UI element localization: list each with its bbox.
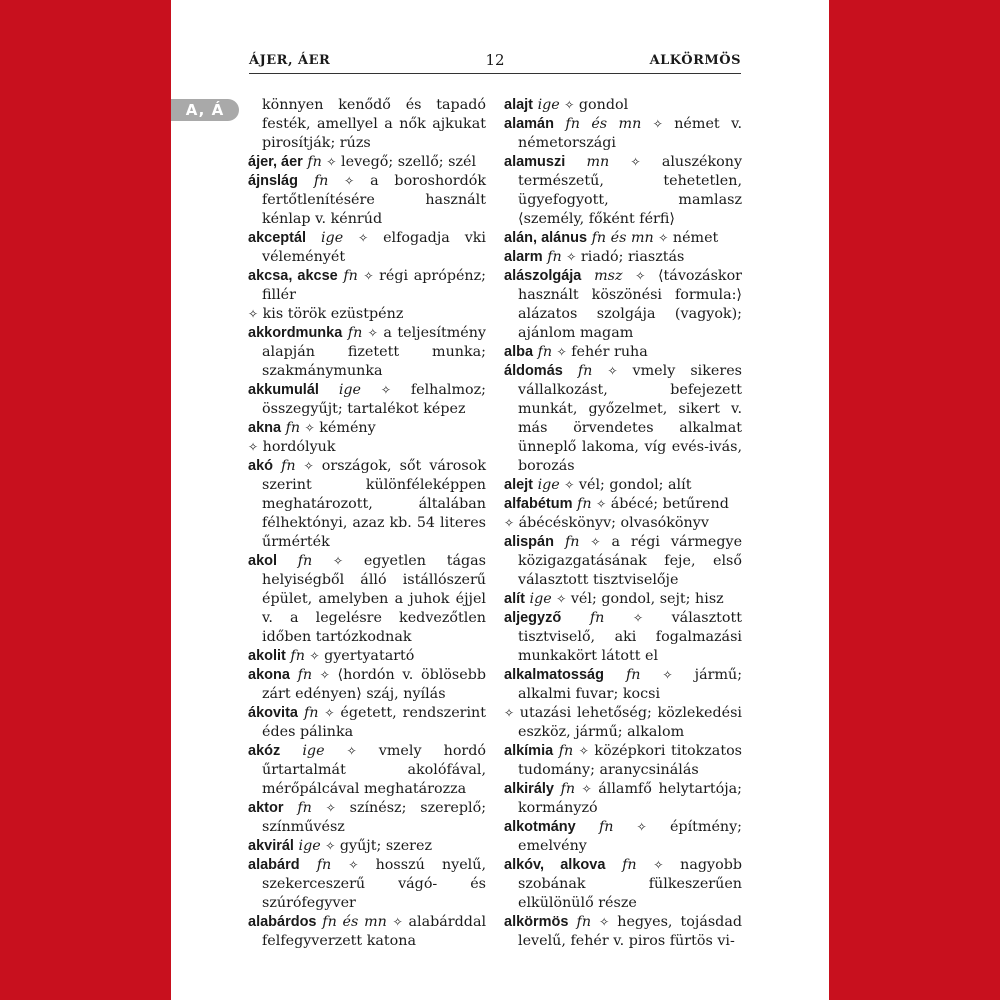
dictionary-entry <box>248 153 486 172</box>
sense-diamond-icon: ✧ <box>632 611 643 625</box>
sub-sense <box>248 438 486 457</box>
dictionary-entry <box>504 533 742 590</box>
headword: akkumulál <box>248 382 319 398</box>
definition: felhalmoz; összegyűjt; tartalékot képez <box>262 382 486 417</box>
definition: gyertyatartó <box>324 648 415 664</box>
sense-diamond-icon: ✧ <box>319 668 330 682</box>
definition: egyetlen tágas helyiségből álló istállószerű épület, amelyben a juhok éjjel v. a legelésre kedvezőtlen időben tartózkodnak <box>262 553 486 645</box>
dictionary-page <box>171 0 829 1000</box>
grammar-label: fn és mn <box>322 914 387 930</box>
header-rule <box>249 73 741 74</box>
dictionary-entry <box>504 495 742 514</box>
definition: ⟨hordón v. öblösebb zárt edényen⟩ száj, nyílás <box>262 667 486 702</box>
headword: aktor <box>248 800 284 816</box>
grammar-label: fn <box>576 914 592 930</box>
headword: alkalmatosság <box>504 667 604 683</box>
sense-diamond-icon: ✧ <box>304 421 315 435</box>
dictionary-entry <box>504 248 742 267</box>
dictionary-entry <box>504 362 742 476</box>
dictionary-entry <box>504 267 742 343</box>
sense-diamond-icon: ✧ <box>662 668 673 682</box>
sense-diamond-icon: ✧ <box>653 858 664 872</box>
entry-continuation <box>248 96 486 153</box>
headword: alkotmány <box>504 819 576 835</box>
dictionary-entry <box>504 818 742 856</box>
sense-diamond-icon: ✧ <box>348 858 359 872</box>
dictionary-entry <box>504 780 742 818</box>
headword: akkordmunka <box>248 325 343 341</box>
dictionary-entry <box>248 837 486 856</box>
headword: alászolgája <box>504 268 582 284</box>
headword: ákovita <box>248 705 298 721</box>
sense-diamond-icon: ✧ <box>581 782 592 796</box>
grammar-label: fn <box>347 325 363 341</box>
headword: alkóv, alkova <box>504 857 606 873</box>
headword: alamuszi <box>504 154 566 170</box>
grammar-label: ige <box>298 838 321 854</box>
sub-sense <box>504 514 742 533</box>
sense-diamond-icon: ✧ <box>564 98 575 112</box>
sense-diamond-icon: ✧ <box>556 592 567 606</box>
dictionary-entry <box>504 96 742 115</box>
dictionary-entry <box>248 267 486 305</box>
definition: országok, sőt városok szerint különféleképpen meghatározott, általában félhektónyi, azaz kb. 54 literes űrmérték <box>262 458 487 550</box>
definition: a régi vármegye közigazgatásának feje, első választott tisztviselője <box>518 534 743 588</box>
sense-diamond-icon: ✧ <box>636 820 647 834</box>
sense-diamond-icon: ✧ <box>564 478 575 492</box>
sense-diamond-icon: ✧ <box>346 744 357 758</box>
dictionary-entry <box>504 913 742 951</box>
sense-diamond-icon: ✧ <box>652 117 663 131</box>
grammar-label: fn és mn <box>591 230 654 246</box>
grammar-label: fn <box>547 249 562 265</box>
headword: akol <box>248 553 278 569</box>
headword: akna <box>248 420 282 436</box>
sense-diamond-icon: ✧ <box>363 269 374 283</box>
definition: jármű; alkalmi fuvar; kocsi <box>518 667 743 702</box>
headword: akóz <box>248 743 281 759</box>
sense-diamond-icon: ✧ <box>326 155 337 169</box>
dictionary-entry <box>504 666 742 704</box>
grammar-label: fn <box>577 496 592 512</box>
sense-diamond-icon: ✧ <box>380 383 391 397</box>
definition: ábécé; betűrend <box>610 496 729 512</box>
headword: alán, alánus <box>504 230 588 246</box>
dictionary-entry <box>504 229 742 248</box>
dictionary-entry <box>248 552 486 647</box>
grammar-label: fn <box>589 610 605 626</box>
headword: akvirál <box>248 838 294 854</box>
headword: ájnslág <box>248 173 298 189</box>
headword: alabárdos <box>248 914 317 930</box>
dictionary-entry <box>248 419 486 438</box>
dictionary-entry <box>248 742 486 799</box>
dictionary-entry <box>248 172 486 229</box>
sense-diamond-icon: ✧ <box>324 706 335 720</box>
dictionary-entry <box>504 609 742 666</box>
definition: nagyobb szobának fülkeszerűen elkülönülő része <box>518 857 743 911</box>
sense-diamond-icon: ✧ <box>392 915 403 929</box>
grammar-label: fn <box>297 667 313 683</box>
grammar-label: fn <box>558 743 574 759</box>
running-head <box>249 53 741 71</box>
headword: alkirály <box>504 781 554 797</box>
sense-diamond-icon: ✧ <box>596 497 607 511</box>
definition: gyűjt; szerez <box>339 838 432 854</box>
headword: alejt <box>504 477 534 493</box>
headword: alkímia <box>504 743 554 759</box>
headword: áldomás <box>504 363 563 379</box>
definition: aluszékony természetű, tehetetlen, ügyefogyott, mamlasz ⟨személy, főként férfi⟩ <box>518 154 743 227</box>
grammar-label: fn <box>598 819 614 835</box>
headword: alarm <box>504 249 543 265</box>
definition: hordólyuk <box>262 439 336 455</box>
grammar-label: fn <box>577 363 593 379</box>
grammar-label: mn <box>586 154 610 170</box>
headword: alajt <box>504 97 534 113</box>
sense-diamond-icon: ✧ <box>658 231 669 245</box>
dictionary-entry <box>504 115 742 153</box>
page-number: 12 <box>485 51 505 69</box>
definition: színész; szereplő; színművész <box>262 800 487 835</box>
grammar-label: fn <box>537 344 553 360</box>
dictionary-entry <box>504 590 742 609</box>
grammar-label: msz <box>594 268 623 284</box>
definition: ábécéskönyv; olvasókönyv <box>518 515 709 531</box>
dictionary-entry <box>248 381 486 419</box>
definition: a teljesítmény alapján fizetett munka; szakmánymunka <box>262 325 487 379</box>
definition: alabárddal felfegyverzett katona <box>262 914 487 949</box>
sense-diamond-icon: ✧ <box>578 744 589 758</box>
headword: akcsa, akcse <box>248 268 338 284</box>
definition: kis török ezüstpénz <box>262 306 404 322</box>
grammar-label: ige <box>338 382 361 398</box>
sense-diamond-icon: ✧ <box>325 839 336 853</box>
dictionary-entry <box>504 343 742 362</box>
grammar-label: ige <box>529 591 552 607</box>
dictionary-entry <box>248 913 486 951</box>
headword: alít <box>504 591 525 607</box>
dictionary-entry <box>504 153 742 229</box>
definition: gondol <box>578 97 629 113</box>
dictionary-entry <box>248 856 486 913</box>
definition: hegyes, tojásdad levelű, fehér v. piros fürtös vi- <box>518 914 743 949</box>
grammar-label: ige <box>320 230 344 246</box>
definition: német <box>672 230 719 246</box>
letter-thumb-tab[interactable]: A, Á <box>171 99 239 121</box>
headword: akolit <box>248 648 286 664</box>
definition: kémény <box>319 420 376 436</box>
dictionary-entry <box>248 324 486 381</box>
sense-diamond-icon: ✧ <box>635 269 646 283</box>
left-column <box>248 96 486 951</box>
definition: vmely sikeres vállalkozást, befejezett munkát, győzelmet, sikert v. más örvendetes alkalmat ünneplő lakoma, víg evés-ivás, borozás <box>518 363 742 474</box>
right-column <box>504 96 742 951</box>
sense-diamond-icon: ✧ <box>303 459 314 473</box>
sense-diamond-icon: ✧ <box>358 231 369 245</box>
definition: fehér ruha <box>571 344 648 360</box>
definition: vél; gondol, sejt; hisz <box>570 591 724 607</box>
headword: akceptál <box>248 230 307 246</box>
sense-diamond-icon: ✧ <box>607 364 618 378</box>
sense-diamond-icon: ✧ <box>367 326 378 340</box>
dictionary-entry <box>248 704 486 742</box>
dictionary-entry <box>504 742 742 780</box>
grammar-label: fn <box>316 857 332 873</box>
dictionary-entry <box>248 229 486 267</box>
grammar-label: fn <box>560 781 576 797</box>
grammar-label: fn <box>564 534 580 550</box>
definition: vél; gondol; alít <box>578 477 692 493</box>
sense-diamond-icon: ✧ <box>566 250 577 264</box>
definition: levegő; szellő; szél <box>341 154 477 170</box>
definition: elfogadja vki véleményét <box>262 230 487 265</box>
headword: akona <box>248 667 290 683</box>
grammar-label: fn <box>297 553 313 569</box>
sense-diamond-icon: ✧ <box>344 174 355 188</box>
definition: építmény; emelvény <box>518 819 743 854</box>
definition: vmely hordó űrtartalmát akolófával, mérőpálcával meghatározza <box>262 743 487 797</box>
grammar-label: fn <box>307 154 322 170</box>
grammar-label: fn <box>626 667 641 683</box>
grammar-label: ige <box>537 97 560 113</box>
definition: ⟨távozáskor használt köszönési formula:⟩ alázatos szolgája (vagyok); ajánlom magam <box>518 268 743 341</box>
sense-diamond-icon: ✧ <box>309 649 320 663</box>
headword: alkörmös <box>504 914 569 930</box>
grammar-label: ige <box>302 743 325 759</box>
dictionary-entry <box>248 647 486 666</box>
sense-diamond-icon: ✧ <box>248 307 259 321</box>
dictionary-entry <box>504 856 742 913</box>
definition: középkori titokzatos tudomány; aranycsinálás <box>518 743 743 778</box>
grammar-label: fn és mn <box>565 116 642 132</box>
grammar-label: fn <box>622 857 637 873</box>
sub-sense <box>504 704 742 742</box>
grammar-label: ige <box>537 477 560 493</box>
definition: könnyen kenődő és tapadó festék, amellyel a nők ajkukat pirosítják; rúzs <box>262 97 486 151</box>
grammar-label: fn <box>313 173 329 189</box>
sense-diamond-icon: ✧ <box>504 516 515 530</box>
grammar-label: fn <box>281 458 296 474</box>
definition: régi aprópénz; fillér <box>262 268 486 303</box>
headword: alba <box>504 344 534 360</box>
definition: égetett, rendszerint édes pálinka <box>262 705 487 740</box>
headword: alfabétum <box>504 496 573 512</box>
grammar-label: fn <box>290 648 305 664</box>
sense-diamond-icon: ✧ <box>556 345 567 359</box>
definition: választott tisztviselő, aki fogalmazási munkakört látott el <box>518 610 743 664</box>
sense-diamond-icon: ✧ <box>333 554 344 568</box>
right-guide-word: ALKÖRMÖS <box>649 53 741 68</box>
headword: aljegyző <box>504 610 562 626</box>
headword: alabárd <box>248 857 300 873</box>
definition: német v. németországi <box>518 116 742 151</box>
left-guide-word: ÁJER, ÁER <box>249 53 331 68</box>
dictionary-entry <box>504 476 742 495</box>
definition: utazási lehetőség; közlekedési eszköz, jármű; alkalom <box>518 705 742 740</box>
definition: riadó; riasztás <box>580 249 685 265</box>
grammar-label: fn <box>343 268 358 284</box>
sub-sense <box>248 305 486 324</box>
headword: alispán <box>504 534 554 550</box>
grammar-label: fn <box>303 705 319 721</box>
headword: alamán <box>504 116 554 132</box>
sense-diamond-icon: ✧ <box>599 915 610 929</box>
grammar-label: fn <box>285 420 301 436</box>
dictionary-entry <box>248 799 486 837</box>
headword: akó <box>248 458 273 474</box>
sense-diamond-icon: ✧ <box>325 801 336 815</box>
dictionary-entry <box>248 666 486 704</box>
dictionary-entry <box>248 457 486 552</box>
sense-diamond-icon: ✧ <box>630 155 641 169</box>
grammar-label: fn <box>297 800 312 816</box>
sense-diamond-icon: ✧ <box>248 440 259 454</box>
sense-diamond-icon: ✧ <box>504 706 515 720</box>
headword: ájer, áer <box>248 154 303 170</box>
definition: államfő helytartója; kormányzó <box>518 781 743 816</box>
definition: hosszú nyelű, szekerceszerű vágó- és szúrófegyver <box>262 857 487 911</box>
sense-diamond-icon: ✧ <box>590 535 601 549</box>
definition: a boroshordók fertőtlenítésére használt kénlap v. kénrúd <box>262 173 487 227</box>
